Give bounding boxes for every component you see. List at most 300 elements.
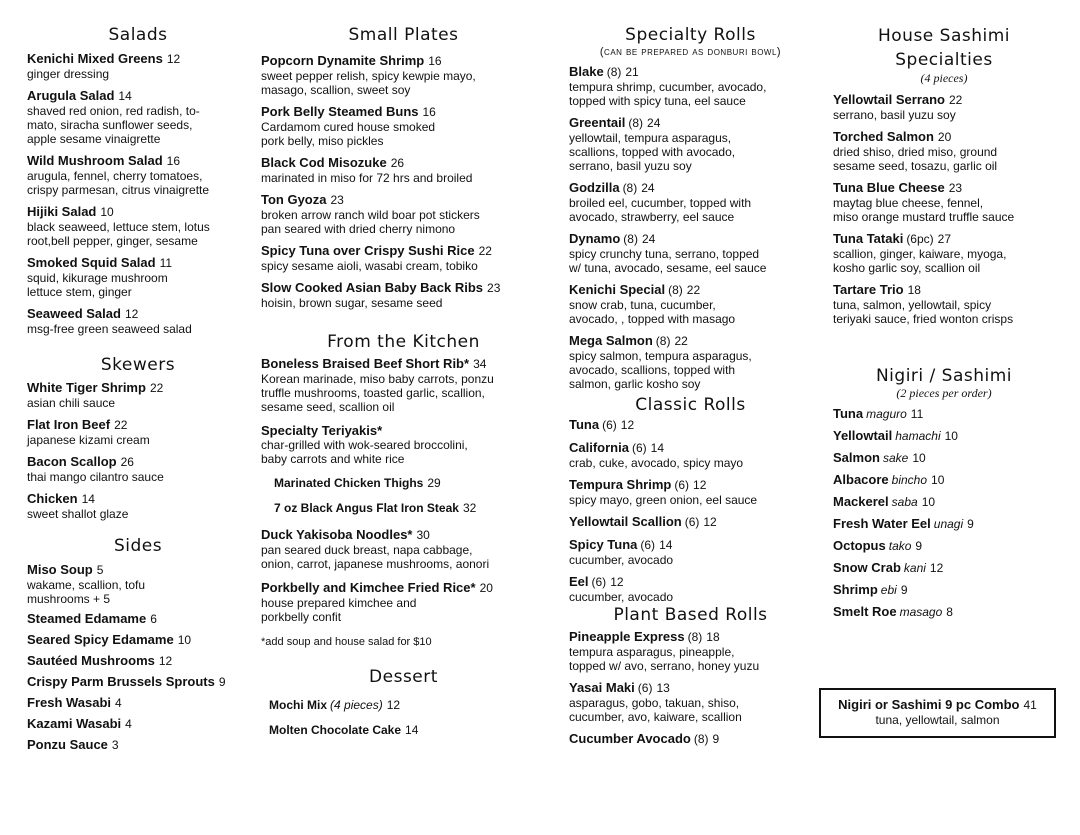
item-header (569, 629, 812, 645)
item-name: Hijiki Salad (27, 204, 97, 219)
menu-item (261, 243, 546, 273)
item-header (27, 306, 249, 322)
item-price: 14 (650, 441, 664, 455)
item-desc: shaved red onion, red radish, to- mato, siracha sunflower seeds, apple sesame vinaigrette (27, 104, 200, 146)
item-header (569, 115, 812, 131)
item-header (833, 282, 1055, 298)
item-header (261, 243, 546, 259)
menu-item (833, 604, 1055, 620)
menu-item (833, 450, 1055, 466)
item-name: Ton Gyoza (261, 192, 327, 207)
item-header (833, 516, 1055, 532)
dessert-list (261, 697, 546, 738)
item-name: California (569, 440, 629, 455)
item-desc: cucumber, avocado (569, 553, 674, 567)
item-header (569, 180, 812, 196)
item-name: Ponzu Sauce (27, 737, 108, 752)
item-price: 30 (416, 528, 430, 542)
item-price: 13 (656, 681, 670, 695)
item-name: Tuna Tataki (833, 231, 904, 246)
column-4 (833, 24, 1055, 620)
item-name: Eel (569, 574, 589, 589)
item-desc: japanese kizami cream (27, 433, 150, 447)
item-name: Miso Soup (27, 562, 93, 577)
item-price: 14 (118, 89, 132, 103)
item-japanese-name: masago (899, 605, 943, 619)
menu-item (833, 472, 1055, 488)
menu-item (27, 562, 249, 606)
menu-item (261, 356, 546, 414)
menu-item (27, 417, 249, 447)
menu-item (27, 153, 249, 197)
menu-item (27, 380, 249, 410)
item-header (27, 491, 249, 507)
item-header (27, 562, 249, 578)
item-price: 3 (111, 738, 119, 752)
item-price: 23 (330, 193, 344, 207)
item-name: Marinated Chicken Thighs (274, 476, 424, 490)
item-header (833, 604, 1055, 620)
item-price: 32 (462, 501, 477, 515)
menu-item (569, 440, 812, 470)
item-header (27, 674, 249, 690)
item-desc: Cardamom cured house smoked pork belly, miso pickles (261, 120, 436, 148)
item-header (833, 538, 1055, 554)
item-price: 12 (386, 698, 401, 712)
item-name: Yellowtail Serrano (833, 92, 945, 107)
nigiri-subtitle: (2 pieces per order) (896, 386, 992, 400)
item-desc: maytag blue cheese, fennel, miso orange mustard truffle sauce (833, 196, 1015, 224)
column-3 (569, 24, 812, 747)
item-name: Spicy Tuna over Crispy Sushi Rice (261, 243, 475, 258)
item-header (569, 440, 812, 456)
menu-item (27, 51, 249, 81)
menu-item (27, 204, 249, 248)
item-price: 9 (967, 517, 974, 531)
item-name: Sautéed Mushrooms (27, 653, 155, 668)
item-price: 20 (937, 130, 952, 144)
menu-item (833, 180, 1055, 224)
item-count: (8) (628, 116, 644, 130)
item-price: 24 (641, 181, 655, 195)
sides-list (27, 562, 249, 753)
item-price: 22 (114, 418, 128, 432)
item-name: Tuna (569, 417, 600, 432)
item-name: Octopus (833, 538, 886, 553)
menu-item (261, 423, 546, 466)
item-header (833, 494, 1055, 510)
menu-item (261, 580, 546, 624)
item-price: 9 (218, 675, 226, 689)
item-desc: sweet pepper relish, spicy kewpie mayo, masago, scallion, sweet soy (261, 69, 476, 97)
salads-title: Salads (108, 25, 168, 45)
item-name: Spicy Tuna (569, 537, 638, 552)
menu-item (569, 477, 812, 507)
classic-rolls-list (569, 417, 812, 604)
item-desc: snow crab, tuna, cucumber, avocado, , topped with masago (569, 298, 736, 326)
item-desc: Korean marinade, miso baby carrots, ponzu truffle mushrooms, toasted garlic, scallion, sesame seed, scallion oil (261, 372, 494, 414)
item-name: White Tiger Shrimp (27, 380, 146, 395)
menu-item (833, 282, 1055, 326)
item-desc: cucumber, avocado (569, 590, 674, 604)
menu-item (27, 653, 249, 669)
item-price: 5 (96, 563, 104, 577)
item-header (569, 417, 812, 433)
item-name: Seared Spicy Edamame (27, 632, 174, 647)
menu-item (833, 406, 1055, 422)
item-header (833, 231, 1055, 247)
item-desc: wakame, scallion, tofu mushrooms + 5 (27, 578, 146, 606)
item-desc: hoisin, brown sugar, sesame seed (261, 296, 443, 310)
item-japanese-name: bincho (891, 473, 928, 487)
menu-item (27, 491, 249, 521)
item-header (569, 477, 812, 493)
menu-item (27, 716, 249, 732)
item-japanese-name: saba (891, 495, 918, 509)
specialty-rolls-subtitle: (can be prepared as donburi bowl) (599, 46, 782, 58)
menu-item (833, 428, 1055, 444)
item-price: 22 (949, 93, 963, 107)
item-desc: broiled eel, cucumber, topped with avocado, strawberry, eel sauce (569, 196, 752, 224)
item-name: Snow Crab (833, 560, 901, 575)
item-name: Fresh Water Eel (833, 516, 931, 531)
item-header (274, 500, 546, 516)
item-header (569, 514, 812, 530)
item-header (269, 697, 546, 713)
item-count: (6) (602, 418, 617, 432)
menu-item (569, 680, 812, 724)
item-name: Albacore (833, 472, 889, 487)
item-count: (6) (631, 441, 647, 455)
item-name: Yellowtail (833, 428, 893, 443)
menu-item (27, 674, 249, 690)
item-header (27, 716, 249, 732)
teriyaki-options (261, 475, 546, 516)
item-price: 29 (427, 476, 441, 490)
item-desc: pan seared duck breast, napa cabbage, onion, carrot, japanese mushrooms, aonori (261, 543, 490, 571)
item-header (27, 255, 249, 271)
item-price: 10 (944, 429, 958, 443)
specialty-rolls-list (569, 64, 812, 391)
item-header (833, 450, 1055, 466)
menu-item (27, 695, 249, 711)
small-plates-title: Small Plates (348, 25, 459, 45)
menu-item (569, 64, 812, 108)
menu-item (261, 527, 546, 571)
item-header (27, 454, 249, 470)
item-header (833, 129, 1055, 145)
nigiri-title: Nigiri / Sashimi (875, 366, 1013, 386)
item-price: 23 (948, 181, 963, 195)
item-price: 16 (428, 54, 442, 68)
item-price: 8 (946, 605, 953, 619)
item-desc: thai mango cilantro sauce (27, 470, 164, 484)
item-name: Yellowtail Scallion (569, 514, 682, 529)
item-header (261, 280, 546, 296)
item-price: 41 (1023, 698, 1037, 712)
plant-rolls-title: Plant Based Rolls (613, 605, 768, 625)
menu-item (27, 88, 249, 146)
item-name: Seaweed Salad (27, 306, 121, 321)
item-name: Nigiri or Sashimi 9 pc Combo (838, 697, 1020, 712)
item-desc: yellowtail, tempura asparagus, scallions, topped with avocado, serrano, basil yuzu soy (569, 131, 736, 173)
item-count: (6) (674, 478, 690, 492)
item-price: 12 (166, 52, 181, 66)
menu-item (569, 574, 812, 604)
item-name: Kazami Wasabi (27, 716, 122, 731)
menu-item (569, 231, 812, 275)
item-price: 14 (405, 723, 419, 737)
item-header (261, 155, 546, 171)
specialty-rolls-title: Specialty Rolls (625, 25, 756, 45)
skewers-title: Skewers (100, 355, 176, 375)
menu-item (261, 192, 546, 236)
menu-item (833, 582, 1055, 598)
item-desc: house prepared kimchee and porkbelly confit (261, 596, 417, 624)
item-desc: tempura shrimp, cucumber, avocado, topped with spicy tuna, eel sauce (569, 80, 767, 108)
item-price: 10 (931, 473, 945, 487)
menu-item (833, 560, 1055, 576)
item-price: 26 (120, 455, 134, 469)
menu-item (269, 697, 546, 713)
combo-box (819, 688, 1056, 738)
item-name: Shrimp (833, 582, 878, 597)
menu-item (833, 494, 1055, 510)
item-japanese-name: ebi (880, 583, 897, 597)
item-name: Chicken (27, 491, 78, 506)
item-count: (8) (623, 232, 638, 246)
nigiri-list (833, 406, 1055, 620)
item-price: 10 (100, 205, 114, 219)
item-header (27, 380, 249, 396)
item-count: (6) (591, 575, 607, 589)
item-header (833, 406, 1055, 422)
item-name: Fresh Wasabi (27, 695, 112, 710)
menu-item (269, 722, 546, 738)
item-price: 14 (81, 492, 95, 506)
menu-item (833, 231, 1055, 275)
item-name: Dynamo (569, 231, 621, 246)
item-price: 22 (478, 244, 492, 258)
item-name: Greentail (569, 115, 626, 130)
item-name: Black Cod Misozuke (261, 155, 387, 170)
item-name: Flat Iron Beef (27, 417, 111, 432)
item-header (569, 333, 812, 349)
item-name: Tempura Shrimp (569, 477, 672, 492)
item-count: (8) (687, 630, 703, 644)
item-name: Torched Salmon (833, 129, 934, 144)
dessert-title: Dessert (369, 667, 438, 687)
menu-item (27, 737, 249, 753)
item-price: 16 (166, 154, 181, 168)
item-count: (8) (655, 334, 671, 348)
item-desc: spicy sesame aioli, wasabi cream, tobiko (261, 259, 478, 273)
item-qualifier: (4 pieces) (330, 698, 383, 712)
item-header (569, 731, 812, 747)
menu-item (569, 514, 812, 530)
item-price: 22 (149, 381, 164, 395)
item-count: (8) (668, 283, 683, 297)
item-name: Godzilla (569, 180, 620, 195)
item-desc: spicy mayo, green onion, eel sauce (569, 493, 758, 507)
item-header (833, 428, 1055, 444)
menu-item (833, 538, 1055, 554)
menu-item (569, 115, 812, 173)
item-price: 12 (929, 561, 944, 575)
item-name: Yasai Maki (569, 680, 635, 695)
sashimi-specialties-title: House Sashimi Specialties (877, 26, 1011, 70)
item-price: 10 (177, 633, 192, 647)
menu-item (261, 280, 546, 310)
item-price: 12 (693, 478, 707, 492)
menu-item (833, 92, 1055, 122)
item-name: Cucumber Avocado (569, 731, 691, 746)
menu-item (261, 104, 546, 148)
item-header (261, 53, 546, 69)
small-plates-list (261, 53, 546, 310)
item-name: Molten Chocolate Cake (269, 723, 402, 737)
item-desc: broken arrow ranch wild boar pot stickers pan seared with dried cherry nimono (261, 208, 480, 236)
item-header (569, 537, 812, 553)
item-count: (6pc) (906, 232, 934, 246)
item-header (27, 417, 249, 433)
menu-item (833, 129, 1055, 173)
item-japanese-name: unagi (933, 517, 964, 531)
item-name: Smoked Squid Salad (27, 255, 156, 270)
item-price: 22 (674, 334, 688, 348)
item-price: 9 (712, 732, 720, 746)
item-japanese-name: maguro (866, 407, 907, 421)
item-name: Boneless Braised Beef Short Rib* (261, 356, 470, 371)
item-desc: ginger dressing (27, 67, 110, 81)
item-price: 10 (921, 495, 936, 509)
column-2 (261, 24, 546, 738)
menu-item (569, 282, 812, 326)
item-header (27, 153, 249, 169)
item-header (833, 582, 1055, 598)
item-desc: black seaweed, lettuce stem, lotus root,bell pepper, ginger, sesame (27, 220, 210, 248)
item-price: 20 (479, 581, 493, 595)
skewers-list (27, 380, 249, 521)
item-japanese-name: kani (903, 561, 926, 575)
item-price: 27 (937, 232, 952, 246)
item-price: 11 (910, 407, 924, 421)
item-name: Tartare Trio (833, 282, 904, 297)
item-price: 6 (150, 612, 157, 626)
item-desc: spicy salmon, tempura asparagus, avocado, scallions, topped with salmon, garlic kosho soy (569, 349, 752, 391)
item-price: 21 (625, 65, 639, 79)
item-desc: spicy crunchy tuna, serrano, topped w/ tuna, avocado, sesame, eel sauce (569, 247, 767, 275)
item-name: Wild Mushroom Salad (27, 153, 163, 168)
item-price: 14 (659, 538, 673, 552)
item-name: Mackerel (833, 494, 889, 509)
item-price: 12 (703, 515, 717, 529)
item-name: Tuna Blue Cheese (833, 180, 945, 195)
item-header (833, 92, 1055, 108)
item-price: 12 (620, 418, 635, 432)
item-name: Tuna (833, 406, 864, 421)
item-price: 9 (900, 583, 908, 597)
item-header (27, 737, 249, 753)
item-price: 12 (610, 575, 624, 589)
item-header (27, 51, 249, 67)
item-header (27, 695, 249, 711)
kitchen-title: From the Kitchen (327, 332, 480, 352)
menu-item (833, 516, 1055, 532)
menu-item (27, 454, 249, 484)
item-header (569, 64, 812, 80)
item-name: Mega Salmon (569, 333, 653, 348)
menu-item (27, 632, 249, 648)
item-header (27, 88, 249, 104)
item-count: (6) (637, 681, 653, 695)
item-header (833, 180, 1055, 196)
menu-item (261, 155, 546, 185)
item-name: 7 oz Black Angus Flat Iron Steak (274, 501, 459, 515)
item-japanese-name: sake (882, 451, 909, 465)
item-name: Pineapple Express (569, 629, 685, 644)
item-price: 22 (686, 283, 701, 297)
menu-item (274, 500, 546, 516)
item-name: Popcorn Dynamite Shrimp (261, 53, 425, 68)
item-price: 34 (473, 357, 487, 371)
item-name: Steamed Edamame (27, 611, 147, 626)
item-price: 18 (907, 283, 921, 297)
menu-item (27, 306, 249, 336)
item-desc: dried shiso, dried miso, ground sesame seed, tosazu, garlic oil (833, 145, 998, 173)
item-name: Kenichi Special (569, 282, 666, 297)
item-header (569, 680, 812, 696)
item-price: 16 (422, 105, 436, 119)
item-name: Porkbelly and Kimchee Fried Rice* (261, 580, 476, 595)
item-price: 18 (706, 630, 720, 644)
item-count: (8) (693, 732, 709, 746)
item-desc: tuna, yellowtail, salmon (875, 713, 1000, 727)
item-name: Crispy Parm Brussels Sprouts (27, 674, 215, 689)
item-header (269, 722, 546, 738)
item-header (569, 231, 812, 247)
plant-rolls-list (569, 629, 812, 747)
menu-item (569, 333, 812, 391)
item-name: Salmon (833, 450, 880, 465)
item-header (27, 632, 249, 648)
sides-title: Sides (113, 536, 163, 556)
item-header (569, 282, 812, 298)
item-name: Mochi Mix (269, 698, 328, 712)
item-japanese-name: hamachi (895, 429, 941, 443)
item-name: Arugula Salad (27, 88, 115, 103)
menu-item (569, 537, 812, 567)
item-count: (6) (684, 515, 700, 529)
column-1 (27, 24, 249, 753)
item-desc: arugula, fennel, cherry tomatoes, crispy parmesan, citrus vinaigrette (27, 169, 210, 197)
item-name: Slow Cooked Asian Baby Back Ribs (261, 280, 484, 295)
item-price: 9 (915, 539, 923, 553)
item-desc: squid, kikurage mushroom lettuce stem, ginger (27, 271, 168, 299)
item-name: Bacon Scallop (27, 454, 117, 469)
item-name: Kenichi Mixed Greens (27, 51, 163, 66)
menu-item (569, 180, 812, 224)
menu-item (261, 53, 546, 97)
item-header (274, 475, 546, 491)
menu-item (274, 475, 546, 491)
menu-item (27, 611, 249, 627)
item-price: 24 (647, 116, 661, 130)
item-price: 24 (641, 232, 656, 246)
kitchen-note: *add soup and house salad for $10 (261, 636, 432, 648)
item-name: Pork Belly Steamed Buns (261, 104, 419, 119)
item-desc: msg-free green seaweed salad (27, 322, 192, 336)
